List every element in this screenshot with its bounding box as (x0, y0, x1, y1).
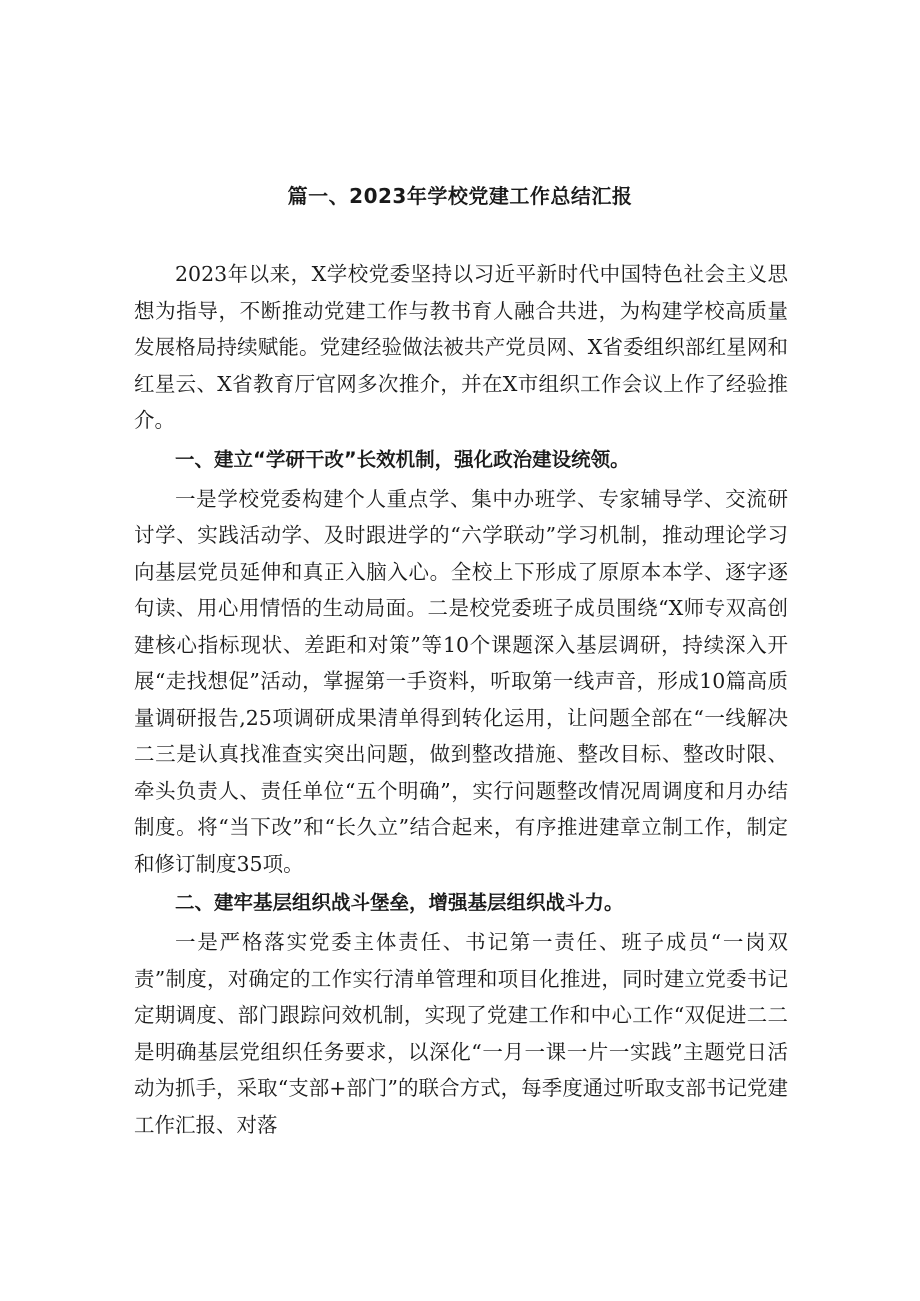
document-body (134, 256, 788, 1143)
section-1-paragraph: 一是学校党委构建个人重点学、集中办班学、专家辅导学、交流研讨学、实践活动学、及时跟进学的“六学联动”学习机制，推动理论学习向基层党员延伸和真正入脑入心。全校上下形成了原原本本学、逐字逐句读、用心用情悟的生动局面。二是校党委班子成员围绕“X师专双高创建核心指标现状、差距和对策”等10个课题深入基层调研，持续深入开展“走找想促”活动，掌握第一手资料，听取第一线声音，形成10篇高质量调研报告,25项调研成果清单得到转化运用，让问题全部在“一线解决二三是认真找准查实突出问题，做到整改措施、整改目标、整改时限、牵头负责人、责任单位“五个明确”，实行问题整改情况周调度和月办结制度。将“当下改”和“长久立”结合起来，有序推进建章立制工作，制定和修订制度35项。 (134, 486, 788, 876)
section-2-paragraph: 一是严格落实党委主体责任、书记第一责任、班子成员“一岗双责”制度，对确定的工作实行清单管理和项目化推进，同时建立党委书记定期调度、部门跟踪问效机制，实现了党建工作和中心工作“双促进二二是明确基层党组织任务要求，以深化“一月一课一片一实践”主题党日活动为抓手，采取“支部+部门”的联合方式，每季度通过听取支部书记党建工作汇报、对落 (134, 930, 788, 1137)
intro-paragraph: 2023年以来，X学校党委坚持以习近平新时代中国特色社会主义思想为指导，不断推动党建工作与教书育人融合共进，为构建学校高质量发展格局持续赋能。党建经验做法被共产党员网、X省委组织部红星网和红星云、X省教育厅官网多次推介，并在X市组织工作会议上作了经验推介。 (134, 262, 788, 432)
section-heading-2: 二、建牢基层组织战斗堡垒，增强基层组织战斗力。 (175, 891, 624, 914)
section-heading-1: 一、建立“学研干改”长效机制，强化政治建设统领。 (175, 447, 630, 471)
document-title: 篇一、2023年学校党建工作总结汇报 (287, 184, 633, 208)
